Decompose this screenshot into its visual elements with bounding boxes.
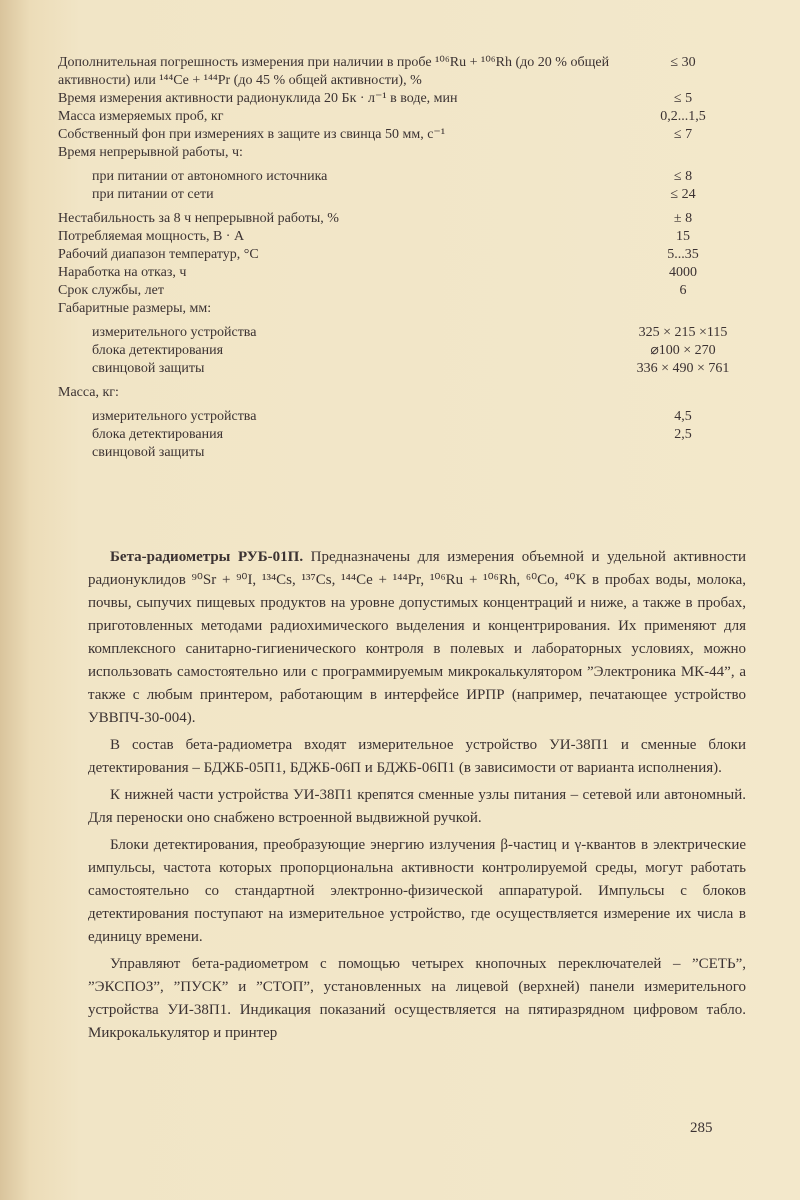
spec-label: Нестабильность за 8 ч непрерывной работы, % (58, 211, 339, 226)
spec-row (58, 342, 748, 360)
body-text (88, 546, 746, 1049)
spec-value: 325 × 215 ×115 (638, 325, 728, 340)
spec-label: Рабочий диапазон температур, °С (58, 247, 259, 262)
spec-row (58, 246, 748, 264)
spec-row (58, 90, 748, 108)
paragraph: Блоки детектирования, преобразующие энергию излучения β-частиц и γ-квантов в электрические импульсы, частота которых пропорциональна активности контролируемой среды, могут работать самостоятельно со стандартной электронно-физической аппаратурой. Импульсы с блоков детектирования поступают на измерительное устройство, где осуществляется измерение их числа в единицу времени. (88, 837, 746, 945)
spec-value: 336 × 490 × 761 (636, 361, 730, 376)
spec-label: Габаритные размеры, мм: (58, 301, 212, 316)
spec-row (58, 126, 748, 144)
spec-value: 4000 (669, 265, 697, 280)
spec-label: Масса измеряемых проб, кг (58, 109, 224, 124)
paragraph: В состав бета-радиометра входят измерительное устройство УИ-38П1 и сменные блоки детектирования – БДЖБ-05П1, БДЖБ-06П и БДЖБ-06П1 (в зависимости от варианта исполнения). (88, 737, 746, 776)
spec-value: 5...35 (667, 247, 699, 262)
paragraph: Управляют бета-радиометром с помощью четырех кнопочных переключателей – ”СЕТЬ”, ”ЭКСПОЗ”, ”ПУСК” и ”СТОП”, установленных на лицевой (верхней) панели измерительного устройства УИ-38П1. Индикация показаний осуществляется на пятиразрядном цифровом табло. Микрокалькулятор и принтер (88, 956, 746, 1041)
spec-value (618, 144, 748, 162)
spec-row (58, 228, 748, 246)
paragraph: К нижней части устройства УИ-38П1 крепятся сменные узлы питания – сетевой или автономный. Для переноски оно снабжено встроенной выдвижной ручкой. (88, 787, 746, 826)
spec-label: Срок службы, лет (58, 283, 164, 298)
section-heading: Бета-радиометры РУБ-01П. (110, 549, 304, 565)
spec-label: измерительного устройства (92, 325, 257, 340)
spec-label: Дополнительная погрешность измерения при наличии в пробе ¹⁰⁶Ru + ¹⁰⁶Rh (до 20 % общей активности) или ¹⁴⁴Ce + ¹⁴⁴Pr (до 45 % общей активности), % (58, 55, 610, 88)
spec-label: блока детектирования (92, 427, 224, 442)
spec-label: измерительного устройства (92, 409, 257, 424)
spec-row (58, 210, 748, 228)
specifications-table (58, 54, 748, 462)
spec-label: при питании от сети (92, 187, 214, 202)
spec-value: ≤ 24 (670, 187, 696, 202)
spec-label: свинцовой защиты (92, 361, 205, 376)
spec-value: 15 (676, 229, 690, 244)
spec-label: Потребляемая мощность, В · А (58, 229, 245, 244)
spec-value: ≤ 30 (670, 55, 696, 70)
spec-value (618, 444, 748, 462)
spec-value: 2,5 (674, 427, 692, 442)
spec-value: ⌀100 × 270 (650, 343, 716, 358)
spec-value: ≤ 8 (673, 169, 693, 184)
spec-label: Собственный фон при измерениях в защите из свинца 50 мм, с⁻¹ (58, 127, 446, 142)
spec-value (618, 384, 748, 402)
spec-row (58, 408, 748, 426)
spec-value: 6 (679, 283, 687, 298)
spec-label: Время непрерывной работы, ч: (58, 145, 243, 160)
spec-label: Наработка на отказ, ч (58, 265, 187, 280)
spec-row (58, 426, 748, 444)
spec-label: блока детектирования (92, 343, 224, 358)
spec-value (618, 300, 748, 318)
spec-row (58, 324, 748, 342)
paragraph: Бета-радиометры РУБ-01П. Предназначены для измерения объемной и удельной активности радионуклидов ⁹⁰Sr + ⁹⁰I, ¹³⁴Cs, ¹³⁷Cs, ¹⁴⁴Ce + ¹⁴⁴Pr, ¹⁰⁶Ru + ¹⁰⁶Rh, ⁶⁰Co, ⁴⁰K в пробах воды, молока, почвы, сыпучих пищевых продуктов на уровне допустимых концентраций и ниже, а также в пробах, приготовленных методами радиохимического выделения и концентрирования. Их применяют для комплексного санитарно-гигиенического контроля в полевых и лабораторных условиях, можно использовать самостоятельно или с программируемым микрокалькулятором ”Электроника МК-44”, а также с любым принтером, работающим в интерфейсе ИРПР (например, печатающее устройство УВВПЧ-30-004). (88, 549, 746, 726)
spec-value: ≤ 7 (673, 127, 693, 142)
spec-label: Время измерения активности радионуклида 20 Бк · л⁻¹ в воде, мин (58, 91, 458, 106)
page-number: 285 (690, 1120, 713, 1136)
spec-row (58, 444, 748, 462)
spec-value: ≤ 5 (673, 91, 693, 106)
spec-value: 0,2...1,5 (660, 109, 706, 124)
spec-row (58, 384, 748, 402)
spec-row (58, 360, 748, 378)
spec-row (58, 144, 748, 162)
spec-row (58, 300, 748, 318)
spec-label: при питании от автономного источника (92, 169, 328, 184)
spec-row (58, 54, 748, 90)
spec-row (58, 168, 748, 186)
spec-row (58, 264, 748, 282)
spec-label: свинцовой защиты (92, 445, 205, 460)
spec-row (58, 282, 748, 300)
spec-row (58, 186, 748, 204)
spec-value: 4,5 (674, 409, 692, 424)
spec-value: ± 8 (673, 211, 693, 226)
spec-label: Масса, кг: (58, 385, 119, 400)
spec-row (58, 108, 748, 126)
